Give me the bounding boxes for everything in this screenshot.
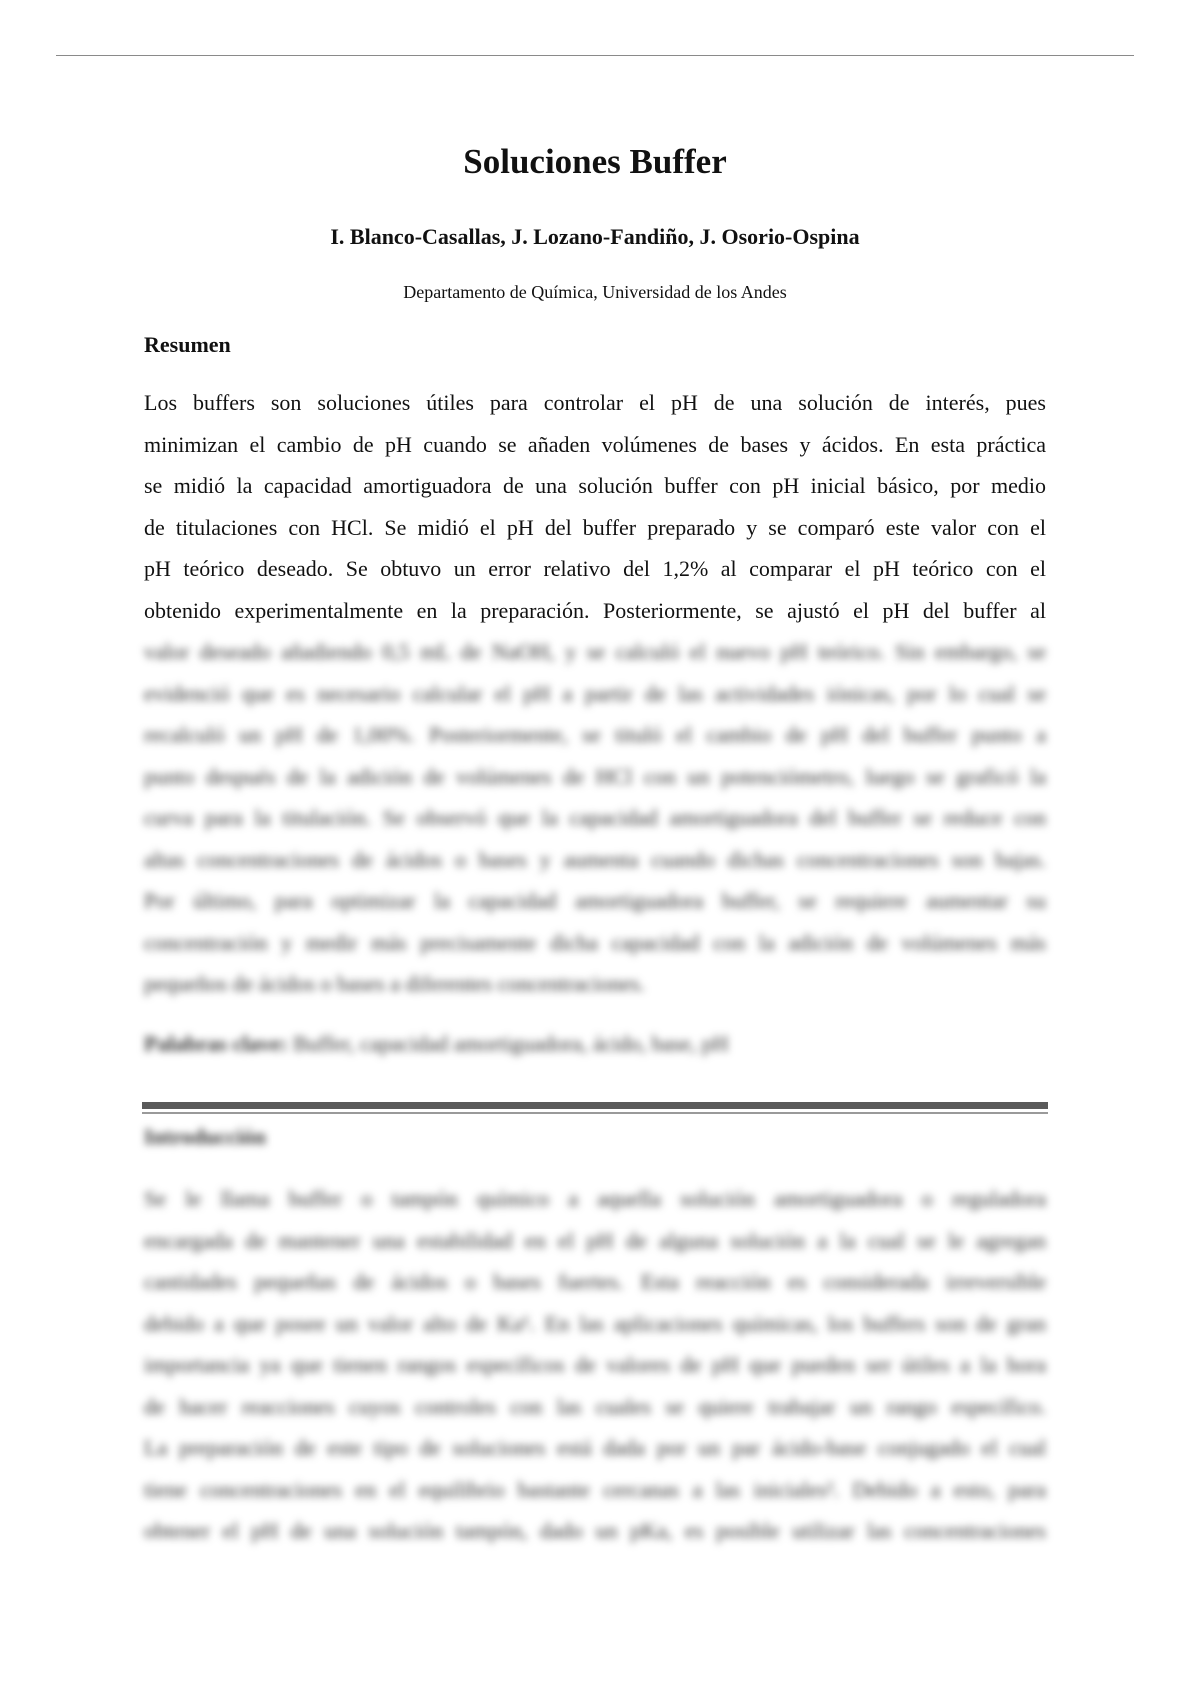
abstract-line: valor deseado añadiendo 0,5 mL de NaOH, y se calculó el nuevo pH teórico. Sin embargo, se (144, 639, 1046, 664)
header-rule (56, 55, 1134, 56)
affiliation: Departamento de Química, Universidad de los Andes (403, 282, 787, 302)
abstract-line: pH teórico deseado. Se obtuvo un error relativo del 1,2% al comparar el pH teórico con el (144, 556, 1046, 581)
section-divider (142, 1102, 1048, 1109)
introduction-body (144, 1178, 1046, 1552)
intro-line: encargada de mantener una estabilidad en el pH de alguna solución a la cual se le agregan (144, 1227, 1046, 1253)
intro-line: La preparación de este tipo de soluciones está dada por un par ácido-base conjugado el cual (144, 1435, 1046, 1460)
abstract-line: recalculó un pH de 1,00%. Posteriormente, se tituló el cambio de pH del buffer punto a (144, 722, 1046, 747)
keywords (144, 1023, 729, 1065)
abstract-line: de titulaciones con HCl. Se midió el pH del buffer preparado y se comparó este valor con el (144, 514, 1046, 540)
page-title: Soluciones Buffer (463, 142, 727, 181)
abstract-line: obtenido experimentalmente en la preparación. Posteriormente, se ajustó el pH del buffer al (144, 597, 1046, 623)
intro-line: importancia ya que tienen rangos específicos de valores de pH que pueden ser útiles a la hora (144, 1352, 1046, 1377)
abstract-heading: Resumen (144, 332, 231, 357)
abstract-line: Por último, para optimizar la capacidad amortiguadora buffer, se requiere aumentar su (144, 888, 1046, 913)
section-divider-thin (142, 1112, 1048, 1114)
abstract-line: curva para la titulación. Se observó que la capacidad amortiguadora del buffer se reduce con (144, 805, 1046, 830)
authors: I. Blanco-Casallas, J. Lozano-Fandiño, J. Osorio-Ospina (330, 224, 860, 249)
abstract-line: Los buffers son soluciones útiles para controlar el pH de una solución de interés, pues (144, 390, 1046, 415)
introduction-heading: Introducción (144, 1124, 266, 1149)
intro-line: Se le llama buffer o tampón químico a aquella solución amortiguadora o reguladora (144, 1186, 1046, 1211)
abstract-line: pequeños de ácidos o bases a diferentes concentraciones. (144, 971, 645, 996)
abstract-line: punto después de la adición de volúmenes de HCl con un potenciómetro, luego se graficó la (144, 763, 1046, 789)
abstract-line: concentración y medir más precisamente dicha capacidad con la adición de volúmenes más (144, 929, 1046, 955)
intro-line: de hacer reacciones cuyos controles con las cuales se quiere trabajar un rango específico. (144, 1393, 1046, 1419)
keywords-text: Buffer, capacidad amortiguadora, ácido, base, pH (293, 1031, 729, 1056)
abstract-line: se midió la capacidad amortiguadora de una solución buffer con pH inicial básico, por medio (144, 473, 1046, 498)
blurred-abstract-region (144, 631, 1046, 1005)
abstract-line: evidenció que es necesario calcular el pH a partir de las actividades iónicas, por lo cual se (144, 680, 1046, 706)
intro-line: obtener el pH de una solución tampón, dado un pKa, es posible utilizar las concentraciones (144, 1518, 1046, 1543)
intro-line: cantidades pequeñas de ácidos o bases fuertes. Esta reacción es considerada irreversible (144, 1269, 1046, 1294)
abstract-body (144, 382, 1046, 1005)
intro-line: tiene concentraciones en el equilibrio bastante cercanas a las iniciales². Debido a esto, para (144, 1476, 1046, 1502)
abstract-line: minimizan el cambio de pH cuando se añaden volúmenes de bases y ácidos. En esta práctica (144, 431, 1046, 457)
intro-line: debido a que posee un valor alto de Ka¹. En las aplicaciones químicas, los buffers son de gran (144, 1310, 1046, 1336)
keywords-label: Palabras clave: (144, 1031, 288, 1056)
abstract-line: altas concentraciones de ácidos o bases y aumenta cuando dichas concentraciones son bajas. (144, 846, 1046, 872)
